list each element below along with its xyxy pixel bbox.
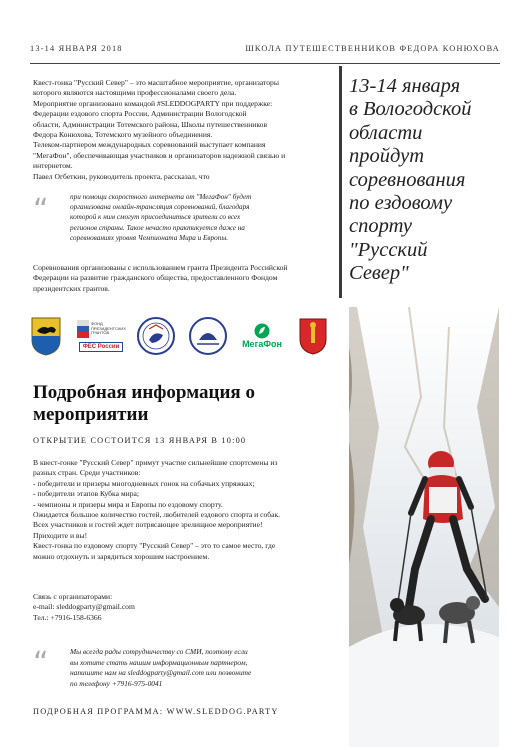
intro-line: которого являются настоящими профессионалами своего дела.: [33, 88, 237, 98]
fes-russia-logo: ФЕС России: [79, 342, 124, 352]
intro-line: Федерации ездового спорта России, Администрации Вологодской: [33, 109, 247, 119]
details-line: - победители и призеры многодневных гонок на собачьих упряжках;: [33, 478, 255, 488]
header-divider: [30, 63, 500, 64]
megafon-leaf-icon: [254, 323, 270, 339]
grant-line: Федерации на развитие гражданского общества, предоставленного Фондом: [33, 273, 278, 283]
quote-line: вы хотите стать нашим информационным партнером,: [70, 657, 248, 667]
quote-line: соревнованиях уровня Чемпионата Мира и Европы.: [70, 233, 228, 242]
headline-line: области: [349, 121, 423, 144]
opening-time: ОТКРЫТИЕ СОСТОИТСЯ 13 ЯНВАРЯ В 10:00: [33, 436, 247, 445]
quote-mark-icon: “: [33, 646, 49, 681]
sidebar-bar: [339, 66, 342, 298]
grant-line: президентских грантов.: [33, 283, 110, 293]
grant-text: [33, 263, 333, 294]
details-line: Приходите и вы!: [33, 530, 88, 540]
intro-line: "МегаФон", обеспечивающая участников и организаторов надежной связью и: [33, 150, 286, 160]
intro-line: Квест-гонка "Русский Север" – это масштабное мероприятие, организаторы: [33, 78, 279, 87]
contacts: [33, 592, 333, 623]
intro-line: интернетом.: [33, 161, 73, 171]
quote-line: напишите нам на sleddogparty@gmail.com или позвоните: [70, 668, 252, 678]
details-heading-line: мероприятии: [33, 404, 149, 425]
headline-line: спорту: [349, 215, 412, 238]
quote-block: [70, 192, 310, 243]
sidebar-headline: [349, 75, 519, 286]
details-line: Ожидается большое количество гостей, любителей ездового спорта и собак.: [33, 510, 281, 520]
quote-mark-icon: “: [33, 193, 49, 228]
intro-line: Телеком-партнером международных соревнований выступает компания: [33, 140, 266, 150]
details-heading-line: Подробная информация о: [33, 382, 255, 403]
media-quote: [70, 647, 320, 689]
quote-line: регионов страны. Такое нечасто практикуется даже на: [70, 223, 245, 232]
details-line: можно отдохнуть и зарядиться хорошим настроением.: [33, 551, 210, 561]
details-line: В квест-гонке "Русский Север" примут участие сильнейшие спортсмены из: [33, 458, 278, 467]
details-line: разных стран. Среди участников:: [33, 468, 141, 478]
contacts-email[interactable]: e-mail: sleddogparty@gmail.com: [33, 602, 135, 612]
flag-icon: [77, 320, 89, 338]
details-line: - победители этапов Кубка мира;: [33, 489, 140, 499]
header-organization: ШКОЛА ПУТЕШЕСТВЕННИКОВ ФЕДОРА КОНЮХОВА: [245, 44, 500, 53]
presidential-grants-fund-logo: ФОНД ПРЕЗИДЕНТСКИХ ГРАНТОВ ФЕС России: [76, 312, 126, 360]
intro-line: Мероприятие организовано командой #SLEDDOGPARTY при поддержке:: [33, 98, 273, 108]
headline-line: "Русский: [349, 238, 428, 261]
quote-line: которой к ним смогут присоединиться зрители со всех: [70, 213, 241, 222]
sled-dog-race-photo: [349, 307, 499, 747]
intro-line: Федора Конюхова, Тотемского музейного объединения.: [33, 130, 213, 140]
intro-line: Павел Огбеткин, руководитель проекта, рассказал, что: [33, 171, 210, 181]
contacts-phone[interactable]: Тел.: +7916-158-6366: [33, 612, 102, 622]
contacts-title: Связь с организаторами:: [33, 592, 113, 601]
totma-coat-of-arms-logo: [28, 312, 64, 360]
headline-line: 13-14 января: [349, 75, 461, 97]
details-line: Всех участников и гостей ждет потрясающее зрелищное мероприятие!: [33, 520, 263, 530]
quote-line: организована онлайн-трансляция соревнований, благодаря: [70, 203, 250, 212]
intro-line: области, Администрации Тотемского района, Школы путешественников: [33, 119, 268, 129]
headline-line: в Вологодской: [349, 98, 472, 121]
vologda-oblast-coat-of-arms-logo: [296, 312, 330, 360]
headline-line: пройдут: [349, 145, 425, 168]
sled-dog-federation-logo: [134, 312, 178, 360]
quote-line: Мы всегда рады сотрудничеству со СМИ, поэтому если: [70, 647, 248, 656]
museum-association-logo: [186, 312, 230, 360]
details-line: Квест-гонка по ездовому спорту "Русский Север" – это то самое место, где: [33, 541, 276, 551]
headline-line: соревнования: [349, 168, 466, 191]
headline-line: Север": [349, 262, 409, 285]
megafon-logo: МегаФон: [234, 312, 290, 360]
details-heading: [33, 382, 333, 426]
headline-line: по ездовому: [349, 192, 453, 215]
quote-line: по телефону +7916-975-0041: [70, 678, 163, 688]
quote-line: при помощи скоростного интернета от "МегаФон" будет: [70, 193, 252, 201]
details-text: [33, 458, 338, 562]
grant-line: Соревнования организованы с использованием гранта Президента Российской: [33, 263, 288, 272]
intro-text: [33, 78, 333, 182]
program-link[interactable]: ПОДРОБНАЯ ПРОГРАММА: WWW.SLEDDOG.PARTY: [33, 707, 279, 716]
details-line: - чемпионы и призеры мира и Европы по ездовому спорту.: [33, 499, 223, 509]
header-date: 13-14 ЯНВАРЯ 2018: [30, 44, 123, 53]
